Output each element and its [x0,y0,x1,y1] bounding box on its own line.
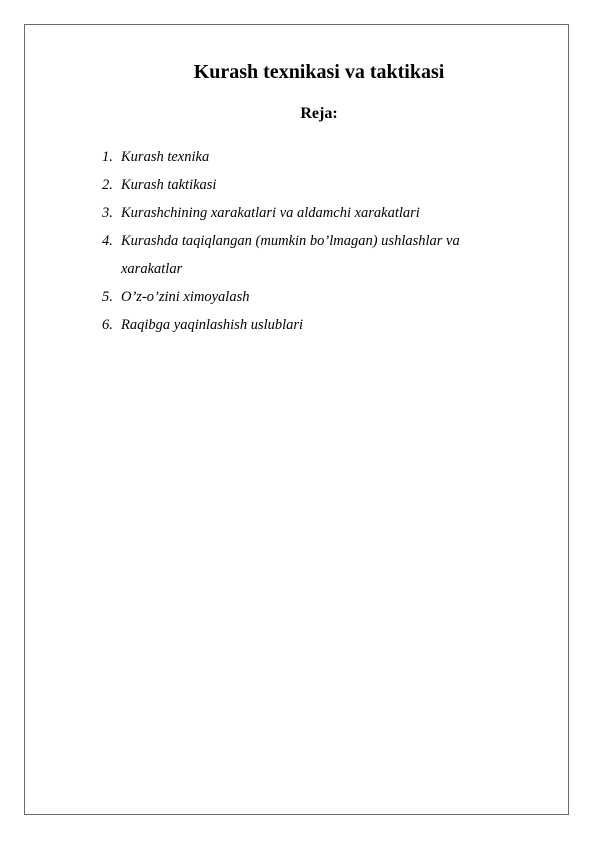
plan-item-text: Kurash taktikasi [121,177,217,193]
plan-item [102,227,522,283]
plan-item [102,199,522,227]
plan-item-text: Kurashda taqiqlangan (mumkin bo’lmagan) ushlashlar va xarakatlar [121,233,460,277]
plan-item-text: Kurashchining xarakatlari va aldamchi xarakatlari [121,205,420,221]
plan-item-text: O’z-o’zini ximoyalash [121,289,250,305]
plan-item [102,311,522,339]
plan-item-number: 3. [102,205,113,221]
plan-item [102,283,522,311]
plan-item-text: Raqibga yaqinlashish uslublari [121,317,304,333]
plan-heading: Reja: [300,105,338,122]
plan-item-number: 6. [102,317,113,333]
plan-list [102,143,522,339]
plan-item-number: 4. [102,233,113,249]
plan-item-number: 5. [102,289,113,305]
plan-item [102,171,522,199]
plan-item-text: Kurash texnika [121,149,210,165]
plan-item-number: 2. [102,177,113,193]
document-title: Kurash texnikasi va taktikasi [193,61,445,83]
plan-item-number: 1. [102,149,113,165]
plan-item [102,143,522,171]
